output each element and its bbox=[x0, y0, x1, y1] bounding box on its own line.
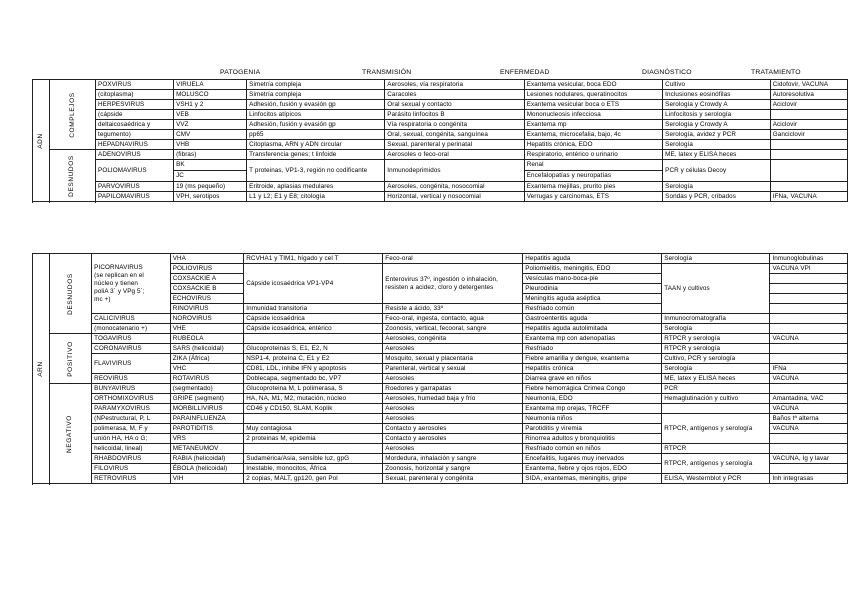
transmision-cell: Aerosoles bbox=[383, 444, 523, 454]
diagnostico-cell: Cultivo, PCR y serología bbox=[662, 354, 770, 364]
diagnostico-cell: RTPCR y serología bbox=[662, 334, 770, 344]
transmision-cell: Parásito linfocitos B bbox=[385, 110, 524, 120]
tratamiento-cell: Inh integrasas bbox=[770, 474, 848, 484]
patogenia-cell: L1 y L2; E1 y E8; citología bbox=[247, 192, 385, 202]
tratamiento-cell: Autoresolutiva bbox=[770, 90, 847, 100]
diagnostico-cell: RTPCR, antígenos y serología bbox=[662, 454, 770, 474]
family-cell: (monocatenario +) bbox=[92, 324, 171, 334]
virus-cell: ÉBOLA (helicoidal) bbox=[170, 464, 244, 474]
table-row bbox=[33, 140, 848, 150]
transmision-cell: Aerosoles o feco-oral bbox=[385, 150, 524, 160]
group-adn-complejos: COMPLEJOS bbox=[49, 80, 96, 150]
virus-cell: VHB bbox=[174, 140, 247, 150]
enfermedad-cell: Hepatitis crónica bbox=[523, 364, 662, 374]
transmision-cell: Sexual, parenteral y congénita bbox=[383, 474, 523, 484]
enfermedad-cell: Pleurodinia bbox=[523, 284, 662, 294]
virus-cell: ZIKA (África) bbox=[170, 354, 244, 364]
group-adn-desnudos: DESNUDOS bbox=[49, 150, 96, 202]
transmision-cell: Enterovirus 37º, ingestión o inhalación, resisten a acidez, cloro y detergentes bbox=[383, 264, 523, 304]
transmision-cell: Aerosoles, congénita bbox=[383, 334, 523, 344]
family-cell: unión HA, HA o G; bbox=[92, 434, 171, 444]
header-diagnostico: DIAGNÓSTICO bbox=[642, 69, 692, 76]
virus-cell: 19 (ms pequeño) bbox=[174, 182, 247, 192]
enfermedad-cell: Rinorrea adultos y bronquiolitis bbox=[523, 434, 662, 444]
transmision-cell: Contacto y aerosoles bbox=[383, 424, 523, 434]
family-cell: TOGAVIRUS bbox=[92, 334, 171, 344]
patogenia-cell: 2 copias, MALT, gp120, gen Pol bbox=[244, 474, 383, 484]
diagnostico-cell: Sondas y PCR, cribados bbox=[663, 192, 771, 202]
diagnostico-cell: TAAN y cultivos bbox=[662, 264, 770, 314]
virus-cell: VVZ bbox=[174, 120, 247, 130]
patogenia-cell: Simetría compleja bbox=[247, 90, 385, 100]
transmision-cell: Oral sexual y contacto bbox=[385, 100, 524, 110]
tratamiento-cell bbox=[770, 354, 848, 364]
diagnostico-cell: Inclusiones eosinófilas bbox=[663, 90, 771, 100]
tratamiento-cell: Cidofovir, VACUNA bbox=[770, 80, 847, 90]
transmision-cell: Mosquito, sexual y placentaria bbox=[383, 354, 523, 364]
transmision-cell: Vía respiratoria o congénita bbox=[385, 120, 524, 130]
enfermedad-cell: Exantema mp orejas, TRCFF bbox=[523, 404, 662, 414]
patogenia-cell: pp65 bbox=[247, 130, 385, 140]
virus-cell: COXSACKIE A bbox=[170, 274, 244, 284]
patogenia-cell: Glucoproteina M, L polimerasa, S bbox=[244, 384, 383, 394]
family-cell: REOVIRUS bbox=[92, 374, 171, 384]
family-cell: POXVIRUS bbox=[96, 80, 174, 90]
enfermedad-cell: Exantema mp bbox=[524, 120, 662, 130]
table-row bbox=[33, 344, 848, 354]
tratamiento-cell bbox=[770, 110, 847, 120]
virus-cell: ECHOVIRUS bbox=[170, 294, 244, 304]
patogenia-cell: Inmunidad transitoria bbox=[244, 304, 383, 314]
table-row bbox=[33, 90, 848, 100]
transmision-cell: Mordedura, inhalación y sangre bbox=[383, 454, 523, 464]
enfermedad-cell: Hepatitis crónica, EDO bbox=[524, 140, 662, 150]
virus-cell: POLIOVIRUS bbox=[170, 264, 244, 274]
tratamiento-cell bbox=[770, 314, 848, 324]
table-row bbox=[33, 314, 848, 324]
tratamiento-cell: Aciclovir bbox=[770, 120, 847, 130]
patogenia-cell: Adhesión, fusión y evasión gp bbox=[247, 120, 385, 130]
diagnostico-cell: ELISA, Westernblot y PCR bbox=[662, 474, 770, 484]
virus-cell: VPH, serotipos bbox=[174, 192, 247, 202]
table-row bbox=[33, 354, 848, 364]
table-row bbox=[33, 324, 848, 334]
family-cell: polimerasa, M, F y bbox=[92, 424, 171, 434]
transmision-cell: Roedores y garrapatas bbox=[383, 384, 523, 394]
table-row bbox=[33, 100, 848, 110]
table-row bbox=[33, 120, 848, 130]
patogenia-cell: CD81, LDL, inhibe IFN y apoptosis bbox=[244, 364, 383, 374]
table-row bbox=[33, 160, 848, 171]
diagnostico-cell: Serología y Crowdy A bbox=[663, 120, 771, 130]
group-adn: ADN bbox=[33, 80, 50, 202]
enfermedad-cell: Poliomielitis, meningitis, EDO bbox=[523, 264, 662, 274]
virus-cell: COXSACKIE B bbox=[170, 284, 244, 294]
transmision-cell: Resiste a ácido, 33º bbox=[383, 304, 523, 314]
family-cell: PARAMYXOVIRUS bbox=[92, 404, 171, 414]
patogenia-cell bbox=[244, 414, 383, 424]
diagnostico-cell: Inmunocromatografía bbox=[662, 314, 770, 324]
enfermedad-cell: SIDA, exantemas, meningitis, gripe bbox=[523, 474, 662, 484]
diagnostico-cell: RTPCR, antígenos y serología bbox=[662, 414, 770, 444]
virus-cell: VSH1 y 2 bbox=[174, 100, 247, 110]
diagnostico-cell: Serología y Crowdy A bbox=[663, 100, 771, 110]
tratamiento-cell: Aciclovir bbox=[770, 100, 847, 110]
virus-cell: VRS bbox=[170, 434, 244, 444]
table-row bbox=[33, 474, 848, 484]
virus-cell: VHC bbox=[170, 364, 244, 374]
table-row bbox=[33, 334, 848, 344]
transmision-cell: Horizontal, vertical y nosocomial bbox=[385, 192, 524, 202]
enfermedad-cell: Exantema vesicular, boca EDO bbox=[524, 80, 662, 90]
family-cell: helicoidal, lineal) bbox=[92, 444, 171, 454]
virus-cell: MORBILLIVIRUS bbox=[170, 404, 244, 414]
enfermedad-cell: Exantema mejillas, prurito pies bbox=[524, 182, 662, 192]
tratamiento-cell: Baños tª alterna bbox=[770, 414, 848, 424]
enfermedad-cell: Resfriado bbox=[523, 344, 662, 354]
family-cell: RETROVIRUS bbox=[92, 474, 171, 484]
virus-cell: MOLUSCO bbox=[174, 90, 247, 100]
tratamiento-cell: Inmunoglobulinas bbox=[770, 254, 848, 264]
enfermedad-cell: Neumonía niños bbox=[523, 414, 662, 424]
virus-cell: RUBEOLA bbox=[170, 334, 244, 344]
family-cell: (cápside bbox=[96, 110, 174, 120]
family-cell: PAPILOMAVIRUS bbox=[96, 192, 174, 202]
transmision-cell: Contacto y aerosoles bbox=[383, 434, 523, 444]
patogenia-cell: Glucoproteinas S, E1, E2, N bbox=[244, 344, 383, 354]
transmision-cell: Aerosoles, vía respiratoria bbox=[385, 80, 524, 90]
enfermedad-cell: Diarrea grave en niños bbox=[523, 374, 662, 384]
group-arn-negativo: NEGATIVO bbox=[49, 384, 92, 484]
virus-cell: SARS (helicoidal) bbox=[170, 344, 244, 354]
tratamiento-cell bbox=[770, 274, 848, 284]
patogenia-cell: Cápside icosaédrica, entérico bbox=[244, 324, 383, 334]
enfermedad-cell: Gastroenteritis aguda bbox=[523, 314, 662, 324]
enfermedad-cell: Resfriado común bbox=[523, 304, 662, 314]
tratamiento-cell: Ganciclovir bbox=[770, 130, 847, 140]
enfermedad-cell: Mononucleosis infecciosa bbox=[524, 110, 662, 120]
patogenia-cell: 2 proteinas M, epidemia bbox=[244, 434, 383, 444]
virus-cell: JC bbox=[174, 171, 247, 182]
tratamiento-cell bbox=[770, 294, 848, 304]
tratamiento-cell bbox=[770, 324, 848, 334]
transmision-cell: Zoonosis, vertical, fecooral, sangre bbox=[383, 324, 523, 334]
patogenia-cell: Linfocitos atípicos bbox=[247, 110, 385, 120]
virus-cell: VHA bbox=[170, 254, 244, 264]
transmision-cell: Oral, sexual, congénita, sanguínea bbox=[385, 130, 524, 140]
patogenia-cell: Muy contagiosa bbox=[244, 424, 383, 434]
enfermedad-cell: Fiebre amarilla y dengue, exantema bbox=[523, 354, 662, 364]
table-row bbox=[33, 414, 848, 424]
header-transmision: TRANSMISIÓN bbox=[362, 69, 412, 76]
patogenia-cell: NSP1-4, proteína C, E1 y E2 bbox=[244, 354, 383, 364]
transmision-cell: Aerosoles bbox=[383, 374, 523, 384]
transmision-cell: Aerosoles bbox=[383, 414, 523, 424]
table-row bbox=[33, 374, 848, 384]
diagnostico-cell: PCR bbox=[662, 384, 770, 394]
patogenia-cell: Adhesión, fusión y evasión gp bbox=[247, 100, 385, 110]
virus-cell: VIH bbox=[170, 474, 244, 484]
tratamiento-cell bbox=[770, 182, 847, 192]
enfermedad-cell: Meningitis aguda aséptica bbox=[523, 294, 662, 304]
tratamiento-cell: Amantadina, VAC bbox=[770, 394, 848, 404]
virus-cell: METANEUMOV bbox=[170, 444, 244, 454]
table-row bbox=[33, 404, 848, 414]
virus-cell: RINOVIRUS bbox=[170, 304, 244, 314]
enfermedad-cell: Renal bbox=[524, 160, 662, 171]
tratamiento-cell bbox=[770, 304, 848, 314]
patogenia-cell: Cápside icosaédrica bbox=[244, 314, 383, 324]
table-row bbox=[33, 80, 848, 90]
enfermedad-cell: Exantema, microcefalia, bajo, 4c bbox=[524, 130, 662, 140]
table-row bbox=[33, 150, 848, 160]
patogenia-cell: RCVHA1 y TIM1, hígado y cel T bbox=[244, 254, 383, 264]
family-cell: ADENOVIRUS bbox=[96, 150, 174, 160]
patogenia-cell: CD46 y CD150, SLAM, Koplik bbox=[244, 404, 383, 414]
virus-cell: BK bbox=[174, 160, 247, 171]
patogenia-cell: Sudamérica/Asia, sensible luz, gpG bbox=[244, 454, 383, 464]
diagnostico-cell: Hemaglutinación y cultivo bbox=[662, 394, 770, 404]
transmision-cell: Aerosoles bbox=[383, 344, 523, 354]
family-cell: HERPESVIRUS bbox=[96, 100, 174, 110]
virus-cell: VEB bbox=[174, 110, 247, 120]
header-tratamiento: TRATAMIENTO bbox=[751, 69, 801, 76]
patogenia-cell bbox=[244, 334, 383, 344]
enfermedad-cell: Encefalitis, lugares muy inervados bbox=[523, 454, 662, 464]
family-cell: (NPestructural, P, L bbox=[92, 414, 171, 424]
family-cell: tegumento) bbox=[96, 130, 174, 140]
transmision-cell: Zoonosis, horizontal y sangre bbox=[383, 464, 523, 474]
patogenia-cell: Citoplasma, ARN y ADN circular bbox=[247, 140, 385, 150]
transmision-cell: Feco-oral bbox=[383, 254, 523, 264]
family-cell: PARVOVIRUS bbox=[96, 182, 174, 192]
family-cell: POLIOMAVIRUS bbox=[96, 160, 174, 182]
patogenia-cell: Inestable, monocitos, África bbox=[244, 464, 383, 474]
diagnostico-cell: ME, latex y ELISA heces bbox=[663, 150, 771, 160]
diagnostico-cell: Cultivo bbox=[663, 80, 771, 90]
transmision-cell: Aerosoles, humedad baja y frío bbox=[383, 394, 523, 404]
diagnostico-cell: Linfocitosis y serología bbox=[663, 110, 771, 120]
tratamiento-cell: VACUNA VPI bbox=[770, 264, 848, 274]
diagnostico-cell: Serología bbox=[663, 140, 771, 150]
virus-cell: (segmentado) bbox=[170, 384, 244, 394]
transmision-cell: Inmunodeprimidos bbox=[385, 160, 524, 182]
tratamiento-cell bbox=[770, 140, 847, 150]
virus-cell: PAROTIDITIS bbox=[170, 424, 244, 434]
virus-cell: VHE bbox=[170, 324, 244, 334]
tratamiento-cell: VACUNA bbox=[770, 424, 848, 434]
virus-cell: ROTAVIRUS bbox=[170, 374, 244, 384]
table-row bbox=[33, 384, 848, 394]
enfermedad-cell: Resfriado común en niños bbox=[523, 444, 662, 454]
enfermedad-cell: Exantema, fiebre y ojos rojos, EDO bbox=[523, 464, 662, 474]
header-patogenia: PATOGENIA bbox=[220, 69, 261, 76]
transmision-cell: Aerosoles bbox=[383, 404, 523, 414]
diagnostico-cell: Serología bbox=[662, 324, 770, 334]
enfermedad-cell: Lesiones nodulares, queratinocitos bbox=[524, 90, 662, 100]
enfermedad-cell: Verrugas y carcinomas, ETS bbox=[524, 192, 662, 202]
enfermedad-cell: Parotiditis y viremia bbox=[523, 424, 662, 434]
header-enfermedad: ENFERMEDAD bbox=[500, 69, 550, 76]
tratamiento-cell bbox=[770, 444, 848, 454]
tratamiento-cell: VACUNA bbox=[770, 334, 848, 344]
tratamiento-cell bbox=[770, 284, 848, 294]
family-cell: deltaicosaédrica y bbox=[96, 120, 174, 130]
group-arn-desnudos: DESNUDOS bbox=[49, 254, 92, 334]
table-row bbox=[33, 444, 848, 454]
family-cell: CALICIVIRUS bbox=[92, 314, 171, 324]
table-row bbox=[33, 192, 848, 202]
patogenia-cell: Doblecapa, segmentado bc, VP7 bbox=[244, 374, 383, 384]
family-cell: (citoplasma) bbox=[96, 90, 174, 100]
family-cell: ORTHOMIXOVIRUS bbox=[92, 394, 171, 404]
diagnostico-cell: PCR y células Decoy bbox=[663, 160, 771, 182]
table-row bbox=[33, 254, 848, 264]
table-row bbox=[33, 130, 848, 140]
patogenia-cell: T proteinas, VP1-3, región no codificante bbox=[247, 160, 385, 182]
tratamiento-cell bbox=[770, 464, 848, 474]
group-arn: ARN bbox=[33, 254, 50, 484]
virus-cell: (fibras) bbox=[174, 150, 247, 160]
patogenia-cell: HA, NA, M1, M2, mutación, núcleo bbox=[244, 394, 383, 404]
family-cell: CORONAVIRUS bbox=[92, 344, 171, 354]
enfermedad-cell: Vesículas mano-boca-pie bbox=[523, 274, 662, 284]
patogenia-cell: Transferencia genes; t linfoide bbox=[247, 150, 385, 160]
family-cell: RHABDOVIRUS bbox=[92, 454, 171, 464]
transmision-cell: Aerosoles, congénita, nosocomial bbox=[385, 182, 524, 192]
transmision-cell: Parenteral, vertical y sexual bbox=[383, 364, 523, 374]
arn-table bbox=[32, 253, 848, 484]
tratamiento-cell bbox=[770, 160, 847, 182]
tratamiento-cell: VACUNA bbox=[770, 404, 848, 414]
virus-cell: CMV bbox=[174, 130, 247, 140]
enfermedad-cell: Hepatitis aguda bbox=[523, 254, 662, 264]
enfermedad-cell: Encefalopatías y neuropatías bbox=[524, 171, 662, 182]
tratamiento-cell: VACUNA, Ig y lavar bbox=[770, 454, 848, 464]
diagnostico-cell bbox=[662, 404, 770, 414]
table-row bbox=[33, 110, 848, 120]
diagnostico-cell: Serología bbox=[662, 364, 770, 374]
patogenia-cell: Eritroide, aplasias medulares bbox=[247, 182, 385, 192]
diagnostico-cell: RTPCR bbox=[662, 444, 770, 454]
diagnostico-cell: Serología bbox=[662, 254, 770, 264]
tratamiento-cell bbox=[770, 150, 847, 160]
group-arn-positivo: POSITIVO bbox=[49, 334, 92, 384]
family-cell: BUNYAVIRUS bbox=[92, 384, 171, 394]
family-cell: PICORNAVIRUS (se replican en el núcleo y tienen poliA 3´ y VPg 5´; mc +) bbox=[92, 254, 171, 314]
family-cell: HEPADNAVIRUS bbox=[96, 140, 174, 150]
tratamiento-cell bbox=[770, 384, 848, 394]
transmision-cell: Caracoles bbox=[385, 90, 524, 100]
diagnostico-cell: ME, latex y ELISA heces bbox=[662, 374, 770, 384]
enfermedad-cell: Neumonía, EDO bbox=[523, 394, 662, 404]
virus-cell: VIRUELA bbox=[174, 80, 247, 90]
virus-cell: PARAINFLUENZA bbox=[170, 414, 244, 424]
transmision-cell: Feco-oral, ingesta, contacto, agua bbox=[383, 314, 523, 324]
tratamiento-cell: IFNa bbox=[770, 364, 848, 374]
tratamiento-cell bbox=[770, 434, 848, 444]
family-cell: FILOVIRUS bbox=[92, 464, 171, 474]
enfermedad-cell: Hepatitis aguda autolimitada bbox=[523, 324, 662, 334]
virus-cell: RABIA (helicoidal) bbox=[170, 454, 244, 464]
family-cell: FLAVIVIRUS bbox=[92, 354, 171, 374]
tratamiento-cell: VACUNA bbox=[770, 374, 848, 384]
patogenia-cell: Simetría compleja bbox=[247, 80, 385, 90]
transmision-cell: Sexual, parenteral y perinatal bbox=[385, 140, 524, 150]
patogenia-cell: Cápside icosaédrica VP1-VP4 bbox=[244, 264, 383, 304]
diagnostico-cell: Serología bbox=[663, 182, 771, 192]
enfermedad-cell: Exantema vesicular boca o ETS bbox=[524, 100, 662, 110]
tratamiento-cell bbox=[770, 344, 848, 354]
diagnostico-cell: RTPCR y serología bbox=[662, 344, 770, 354]
enfermedad-cell: Exantema mp con adenopatías bbox=[523, 334, 662, 344]
patogenia-cell bbox=[244, 444, 383, 454]
table-row bbox=[33, 182, 848, 192]
column-header-row bbox=[0, 67, 848, 79]
virus-cell: GRIPE (segment) bbox=[170, 394, 244, 404]
tratamiento-cell: IFNa, VACUNA bbox=[770, 192, 847, 202]
virus-cell: NOROVIRUS bbox=[170, 314, 244, 324]
enfermedad-cell: Fiebre hemorrágica Crimea Congo bbox=[523, 384, 662, 394]
table-row bbox=[33, 454, 848, 464]
diagnostico-cell: Serología, avidez y PCR bbox=[663, 130, 771, 140]
table-row bbox=[33, 394, 848, 404]
enfermedad-cell: Respiratorio, entérico o urinario bbox=[524, 150, 662, 160]
adn-table bbox=[32, 79, 848, 202]
